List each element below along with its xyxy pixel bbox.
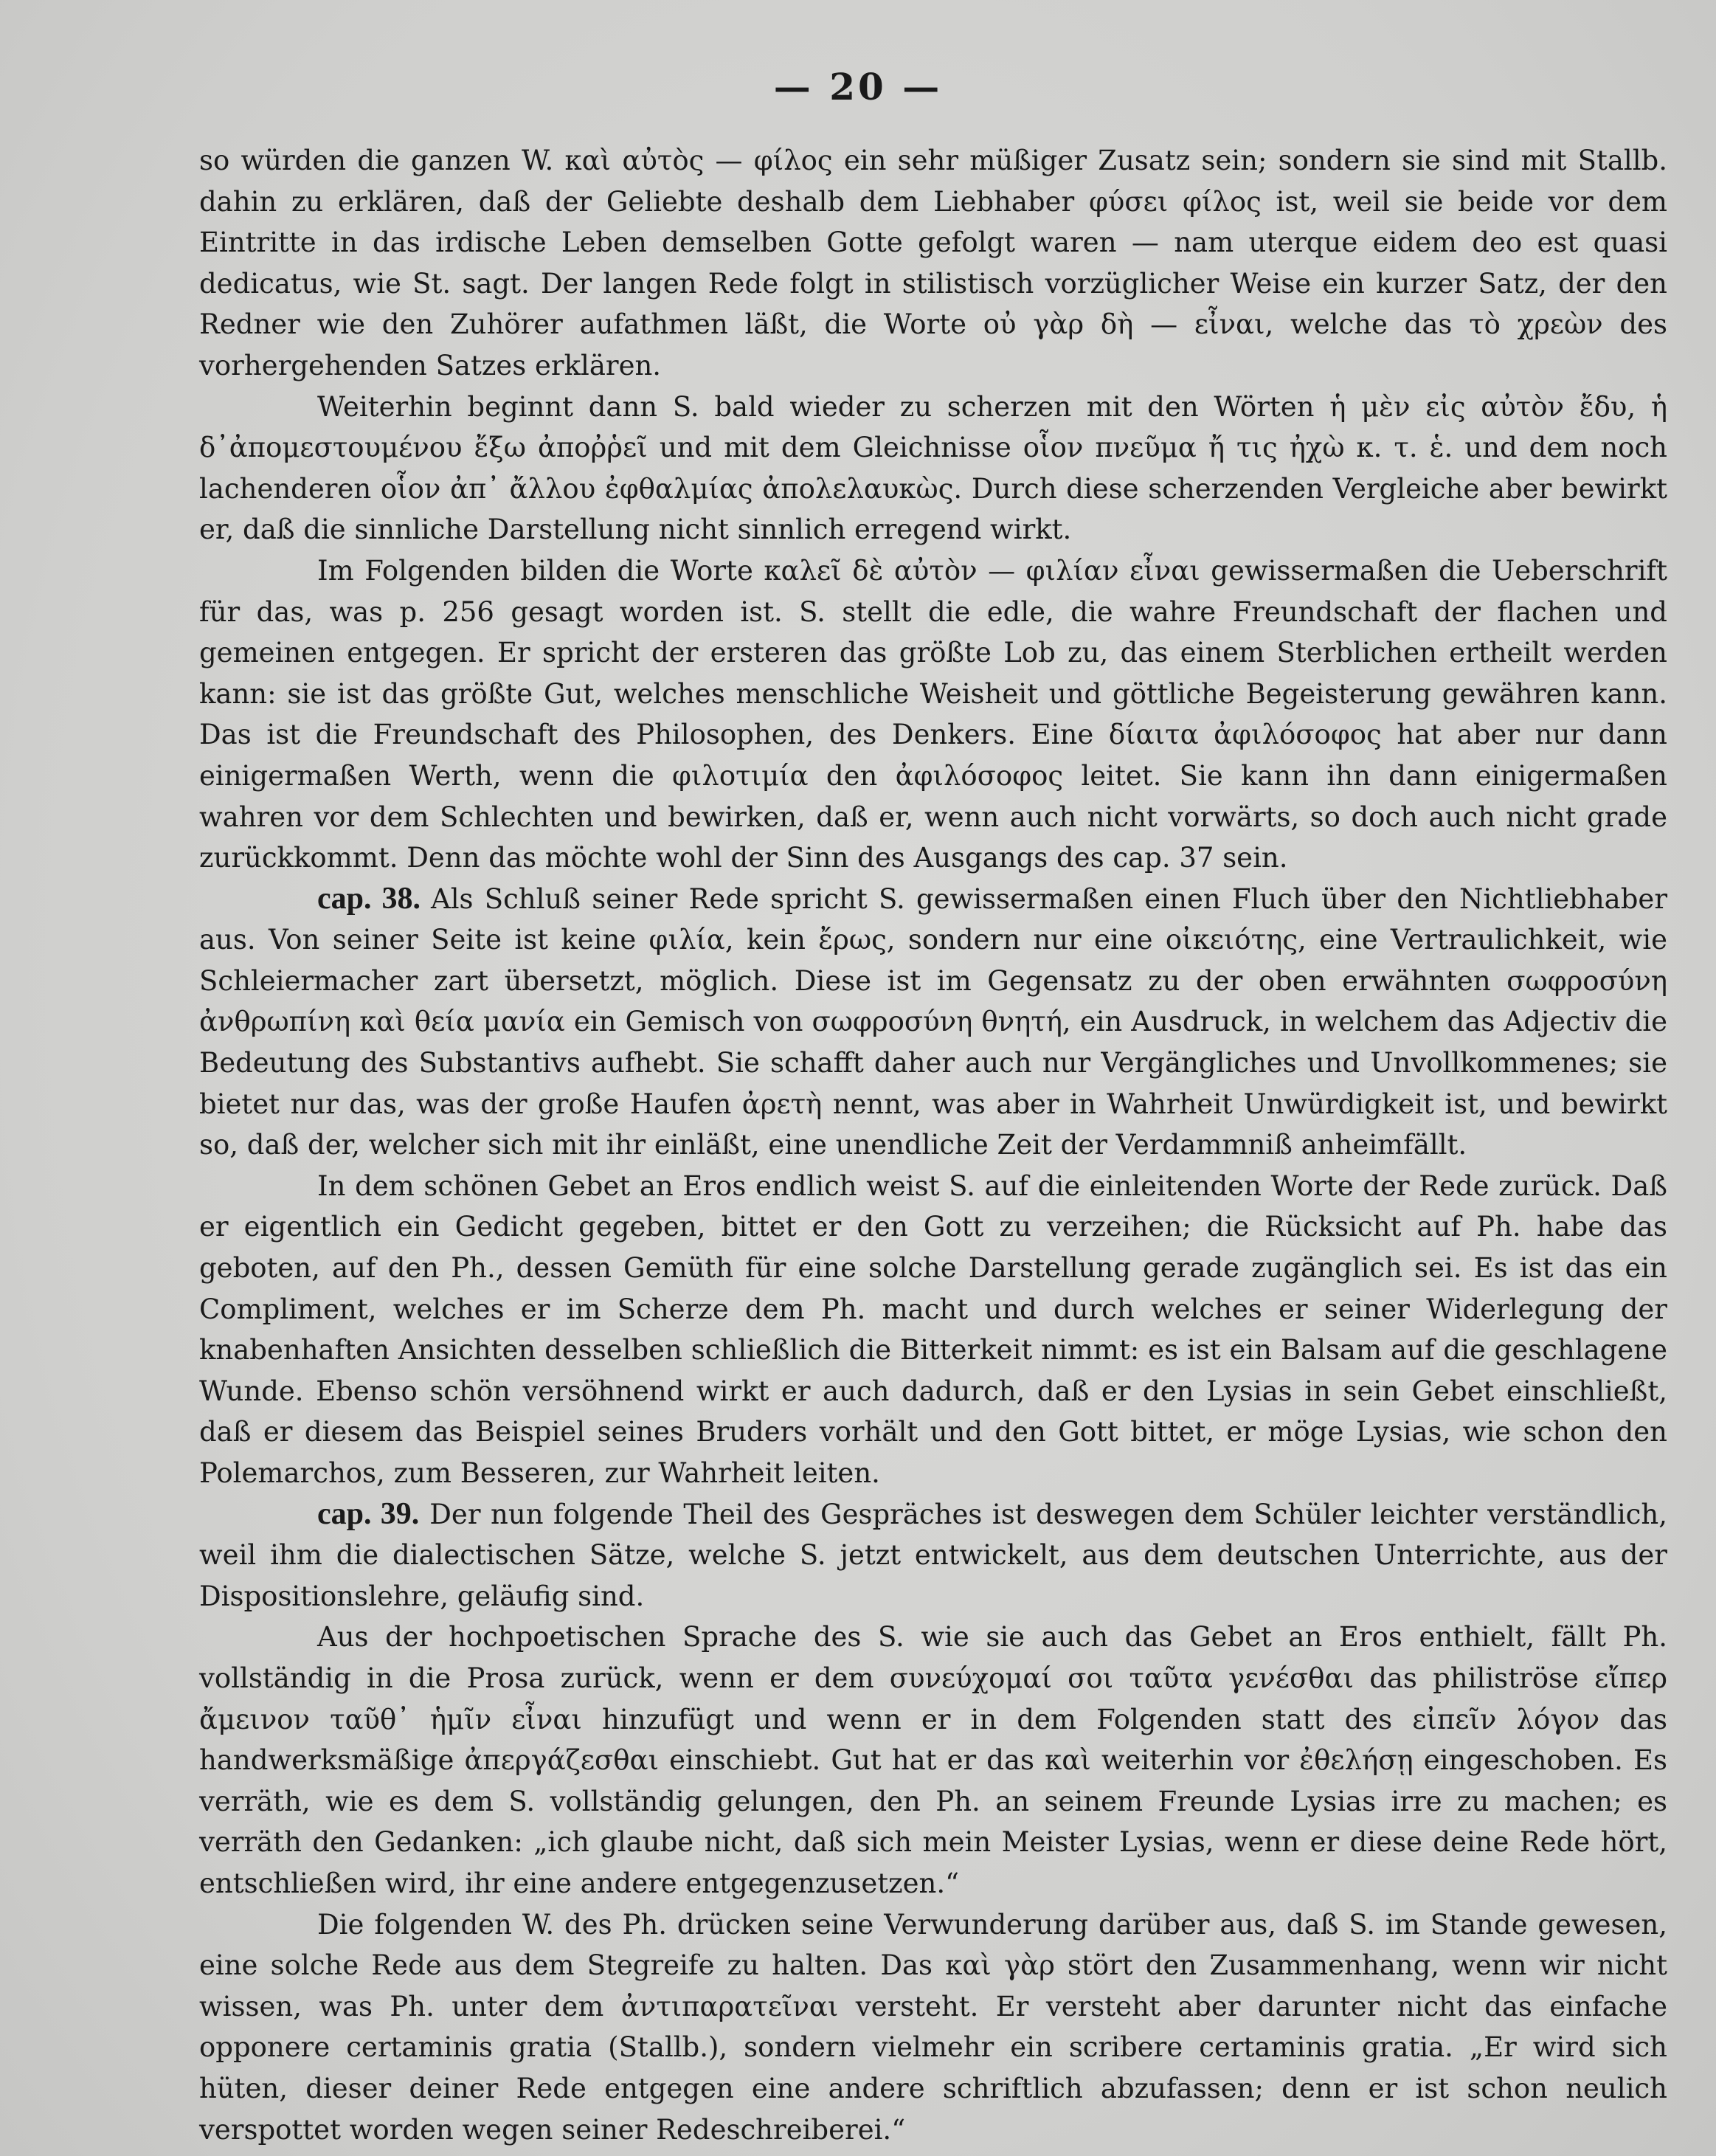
paragraph-text: Die folgenden W. des Ph. drücken seine Verwunderung darüber aus, daß S. im Stande gewesen, eine solche Rede aus dem Stegreife zu halten. Das καὶ γὰρ stört den Zusammenhang, wenn wir nicht wissen, was Ph. unter dem ἀντιπαρατεῖναι versteht. Er versteht aber darunter nicht das einfache opponere certaminis gratia (Stallb.), sondern vielmehr ein scribere certaminis gratia. „Er wird sich hüten, dieser deiner Rede entgegen eine andere schriftlich abzufassen; denn er ist schon neulich verspottet worden wegen seiner Redeschreiberei.“ — [199, 1908, 1667, 2146]
paragraph — [199, 1904, 1667, 2151]
paragraph-text: Aus der hochpoetischen Sprache des S. wie sie auch das Gebet an Eros enthielt, fällt Ph. vollständig in die Prosa zurück, wenn er dem συνεύχομαί σοι ταῦτα γενέσθαι das philiströse εἴπερ ἄμεινον ταῦθ᾽ ἡμῖν εἶναι hinzufügt und wenn er in dem Folgenden statt des εἰπεῖν λόγον das handwerksmäßige ἀπεργάζεσθαι einschiebt. Gut hat er das καὶ weiterhin vor ἐθελήσῃ eingeschoben. Es verräth, wie es dem S. vollständig gelungen, den Ph. an seinem Freunde Lysias irre zu machen; es verräth den Gedanken: „ich glaube nicht, daß sich mein Meister Lysias, wenn er diese deine Rede hört, entschließen wird, ihr eine andere entgegenzusetzen.“ — [199, 1621, 1667, 1899]
paragraph-text: Als Schluß seiner Rede spricht S. gewissermaßen einen Fluch über den Nichtliebhaber aus. Von seiner Seite ist keine φιλία, kein ἔρως, sondern nur eine οἰκειότης, eine Vertraulichkeit, wie Schleiermacher zart übersetzt, möglich. Diese ist im Gegensatz zu der oben erwähnten σωφροσύνη ἀνθρωπίνη καὶ θεία μανία ein Gemisch von σωφροσύνη θνητή, ein Ausdruck, in welchem das Adjectiv die Bedeutung des Substantivs aufhebt. Sie schafft daher auch nur Vergängliches und Unvollkommenes; sie bietet nur das, was der große Haufen ἀρετὴ nennt, was aber in Wahrheit Unwürdigkeit ist, und bewirkt so, daß der, welcher sich mit ihr einläßt, eine unendliche Zeit der Verdammniß anheimfällt. — [199, 882, 1668, 1161]
paragraph — [199, 1166, 1667, 1494]
paragraph-continuation — [199, 140, 1667, 387]
chapter-paragraph-38 — [199, 879, 1667, 1166]
paragraph-text: so würden die ganzen W. καὶ αὐτὸς — φίλος ein sehr müßiger Zusatz sein; sondern sie sind mit Stallb. dahin zu erklären, daß der Geliebte deshalb dem Liebhaber φύσει φίλος ist, weil sie beide vor dem Eintritte in das irdische Leben demselben Gotte gefolgt waren — nam uterque eidem deo est quasi dedicatus, wie St. sagt. Der langen Rede folgt in stilistisch vorzüglicher Weise ein kurzer Satz, der den Redner wie den Zuhörer aufathmen läßt, die Worte οὐ γὰρ δὴ — εἶναι, welche das τὸ χρεὼν des vorhergehenden Satzes erklären. — [199, 145, 1667, 381]
body-text — [199, 140, 1667, 2150]
page-number: — 20 — — [773, 65, 943, 108]
paragraph-text: Weiterhin beginnt dann S. bald wieder zu scherzen mit den Wörten ἡ μὲν εἰς αὐτὸν ἔδυ, ἡ δ᾽ἀπομεστουμένου ἔξω ἀποῤῥεῖ und mit dem Gleichnisse οἷον πνεῦμα ἤ τις ἠχὼ κ. τ. ἑ. und dem noch lachenderen οἷον ἀπ᾽ ἄλλου ἐφθαλμίας ἀπολελαυκὼς. Durch diese scherzenden Vergleiche aber bewirkt er, daß die sinnliche Darstellung nicht sinnlich erregend wirkt. — [199, 390, 1667, 546]
paragraph — [199, 387, 1667, 550]
paragraph-text: Der nun folgende Theil des Gespräches ist deswegen dem Schüler leichter verständlich, weil ihm die dialectischen Sätze, welche S. jetzt entwickelt, aus dem deutschen Unterrichte, aus der Dispositionslehre, geläufig sind. — [199, 1498, 1667, 1612]
chapter-paragraph-39 — [199, 1494, 1667, 1617]
paragraph — [199, 550, 1667, 879]
paragraph-text: In dem schönen Gebet an Eros endlich weist S. auf die einleitenden Worte der Rede zurück. Daß er eigentlich ein Gedicht gegeben, bittet er den Gott zu verzeihen; die Rücksicht auf Ph. habe das geboten, auf den Ph., dessen Gemüth für eine solche Darstellung gerade zugänglich sei. Es ist das ein Compliment, welches er im Scherze dem Ph. macht und durch welches er seiner Widerlegung der knabenhaften Ansichten desselben schließlich die Bitterkeit nimmt: es ist ein Balsam auf die geschlagene Wunde. Ebenso schön versöhnend wirkt er auch dadurch, daß er den Lysias in sein Gebet einschließt, daß er diesem das Beispiel seines Bruders vorhält und den Gott bittet, er möge Lysias, wie schon den Polemarchos, zum Besseren, zur Wahrheit leiten. — [199, 1169, 1667, 1489]
chapter-label: cap. 39. — [317, 1496, 420, 1531]
chapter-label: cap. 38. — [317, 881, 421, 916]
paragraph — [199, 1617, 1667, 1904]
paragraph-text: Im Folgenden bilden die Worte καλεῖ δὲ αὐτὸν — φιλίαν εἶναι gewissermaßen die Ueberschrift für das, was p. 256 gesagt worden ist. S. stellt die edle, die wahre Freundschaft der flachen und gemeinen entgegen. Er spricht der ersteren das größte Lob zu, das einem Sterblichen ertheilt werden kann: sie ist das größte Gut, welches menschliche Weisheit und göttliche Begeisterung gewähren kann. Das ist die Freundschaft des Philosophen, des Denkers. Eine δίαιτα ἀφιλόσοφος hat aber nur dann einigermaßen Werth, wenn die φιλοτιμία den ἀφιλόσοφος leitet. Sie kann ihn dann einigermaßen wahren vor dem Schlechten und bewirken, daß er, wenn auch nicht vorwärts, so doch auch nicht grade zurückkommt. Denn das möchte wohl der Sinn des Ausgangs des cap. 37 sein. — [199, 554, 1667, 874]
